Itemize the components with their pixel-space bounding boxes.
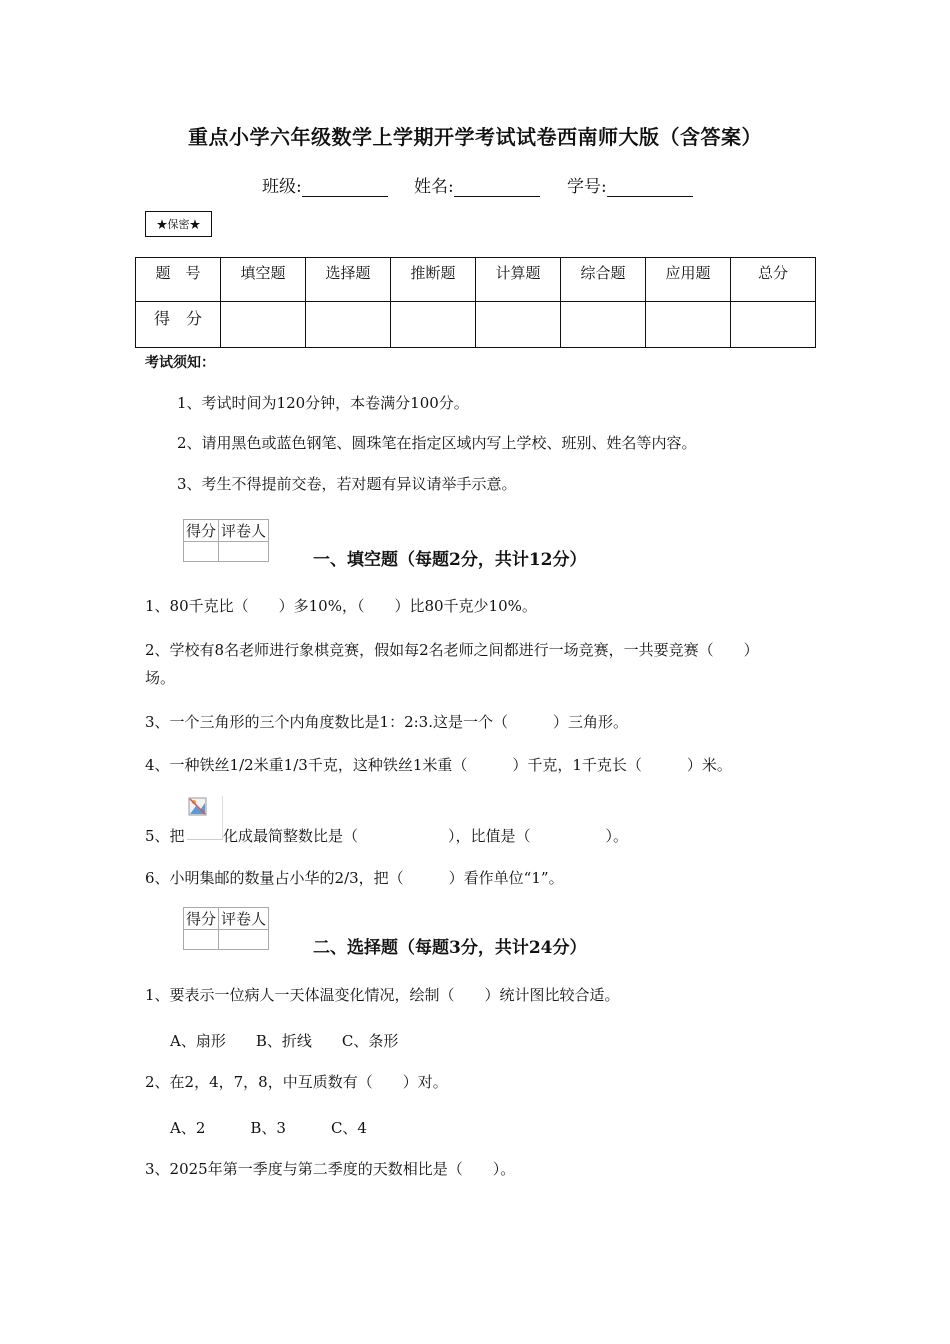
exam-notes-title: 考试须知： — [145, 355, 215, 371]
choice-question-2-options: A、2 B、3 C、4 — [170, 1119, 367, 1137]
confidential-stamp: ★保密★ — [145, 211, 212, 237]
score-cell[interactable] — [391, 302, 476, 348]
exam-note: 1、考试时间为120分钟，本卷满分100分。 — [177, 394, 469, 412]
grader-reviewer-cell[interactable] — [219, 930, 269, 950]
header-cell: 综合题 — [561, 258, 646, 302]
name-label: 姓名: — [414, 177, 454, 197]
header-cell: 推断题 — [391, 258, 476, 302]
score-cell[interactable] — [221, 302, 306, 348]
name-blank[interactable] — [454, 178, 540, 197]
grader-reviewer-label: 评卷人 — [219, 520, 269, 542]
fill-question-3: 3、一个三角形的三个内角度数比是1：2:3.这是一个（ ）三角形。 — [145, 713, 628, 731]
grader-score-label: 得分 — [184, 908, 219, 930]
choice-question-1: 1、要表示一位病人一天体温变化情况，绘制（ ）统计图比较合适。 — [145, 986, 620, 1004]
score-cell[interactable] — [561, 302, 646, 348]
class-label: 班级: — [262, 177, 302, 197]
score-cell[interactable] — [646, 302, 731, 348]
header-cell: 计算题 — [476, 258, 561, 302]
choice-question-2: 2、在2，4，7，8，中互质数有（ ）对。 — [145, 1073, 448, 1091]
grader-box — [183, 907, 290, 947]
grader-reviewer-label: 评卷人 — [219, 908, 269, 930]
grader-score-cell[interactable] — [184, 930, 219, 950]
section-2-title: 二、选择题（每题3分，共计24分） — [313, 938, 587, 958]
broken-image-icon — [187, 796, 223, 840]
score-table-header-row — [136, 258, 816, 302]
fill-question-1: 1、80千克比（ ）多10%，（ ）比80千克少10%。 — [145, 597, 537, 615]
fill-question-5-start: 5、把 — [145, 827, 185, 845]
grader-box — [183, 519, 290, 559]
student-id-label: 学号: — [567, 177, 607, 197]
class-field — [262, 172, 388, 197]
fill-question-4: 4、一种铁丝1/2米重1/3千克，这种铁丝1米重（ ）千克，1千克长（ ）米。 — [145, 756, 732, 774]
exam-note: 3、考生不得提前交卷，若对题有异议请举手示意。 — [177, 475, 517, 493]
header-cell: 选择题 — [306, 258, 391, 302]
student-id-blank[interactable] — [607, 178, 693, 197]
header-cell: 应用题 — [646, 258, 731, 302]
score-cell[interactable] — [731, 302, 816, 348]
header-cell: 题 号 — [136, 258, 221, 302]
fill-question-2: 2、学校有8名老师进行象棋竞赛，假如每2名老师之间都进行一场竞赛，一共要竞赛（ ） — [145, 641, 759, 659]
fill-question-6: 6、小明集邮的数量占小华的2/3，把（ ）看作单位“1”。 — [145, 869, 564, 887]
grader-score-label: 得分 — [184, 520, 219, 542]
student-id-field — [567, 172, 693, 197]
score-cell[interactable] — [306, 302, 391, 348]
header-cell: 填空题 — [221, 258, 306, 302]
header-cell: 总分 — [731, 258, 816, 302]
score-table-score-row — [136, 302, 816, 348]
score-cell[interactable] — [476, 302, 561, 348]
choice-question-1-options: A、扇形 B、折线 C、条形 — [170, 1032, 399, 1050]
choice-question-3: 3、2025年第一季度与第二季度的天数相比是（ ）。 — [145, 1160, 516, 1178]
page-title: 重点小学六年级数学上学期开学考试试卷西南师大版（含答案） — [188, 125, 762, 149]
score-row-label: 得 分 — [136, 302, 221, 348]
grader-score-cell[interactable] — [184, 542, 219, 562]
class-blank[interactable] — [302, 178, 388, 197]
section-1-title: 一、填空题（每题2分，共计12分） — [313, 550, 587, 570]
score-table — [135, 257, 816, 348]
fill-question-2-cont: 场。 — [145, 669, 176, 687]
grader-reviewer-cell[interactable] — [219, 542, 269, 562]
name-field — [414, 172, 540, 197]
exam-note: 2、请用黑色或蓝色钢笔、圆珠笔在指定区域内写上学校、班别、姓名等内容。 — [177, 434, 697, 452]
fill-question-5-rest: 化成最简整数比是（ ），比值是（ ）。 — [223, 827, 629, 845]
